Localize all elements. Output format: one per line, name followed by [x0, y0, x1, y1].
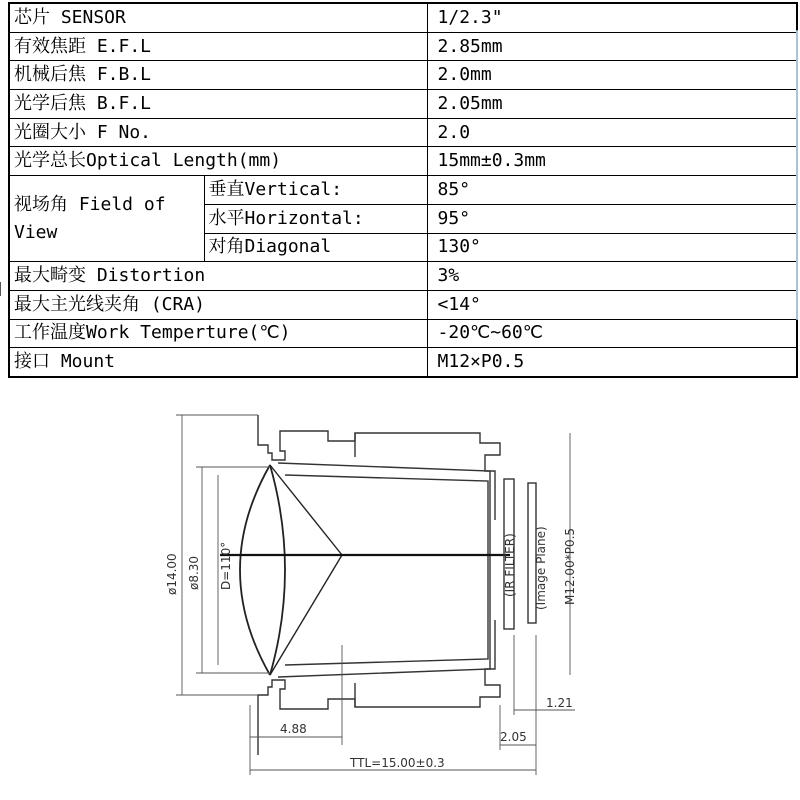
- spec-value: 3%: [427, 262, 797, 291]
- spec-value: <14°: [427, 290, 797, 319]
- fov-sub-label: 对角Diagonal: [204, 233, 427, 262]
- outer-diameter-label: ø14.00: [165, 553, 179, 595]
- lens-dimension-drawing: [150, 405, 600, 785]
- spec-row-bfl: [9, 90, 797, 119]
- field-of-view-lines: [270, 465, 342, 675]
- spec-row-optical-length: [9, 147, 797, 176]
- mount-thread-label: M12.00*P0.5: [563, 527, 577, 605]
- back-focus-label: 2.05: [500, 730, 527, 744]
- front-lens-element: [240, 465, 285, 675]
- ttl-label: TTL=15.00±0.3: [350, 756, 445, 770]
- spec-value: 2.0: [427, 118, 797, 147]
- spec-row-fov-vertical: [9, 176, 797, 205]
- flange-dimension-label: 1.21: [546, 696, 573, 710]
- spec-value: 2.05mm: [427, 90, 797, 119]
- edge-mark-decoration: [0, 282, 4, 296]
- inner-diameter-label: ø8.30: [187, 555, 201, 590]
- lens-housing-outline: [258, 415, 500, 755]
- spec-value: 15mm±0.3mm: [427, 147, 797, 176]
- spec-row-cra: [9, 290, 797, 319]
- spec-label: 光圈大小 F No.: [9, 118, 427, 147]
- spec-label: 工作温度Work Temperture(℃): [9, 319, 427, 348]
- spec-row-sensor: [9, 3, 797, 32]
- spec-value: 2.0mm: [427, 61, 797, 90]
- spec-value: 85°: [427, 176, 797, 205]
- spec-label: 接口 Mount: [9, 348, 427, 377]
- spec-row-efl: [9, 32, 797, 61]
- image-plane-label: (Image Plane): [534, 526, 548, 610]
- spec-row-fbl: [9, 61, 797, 90]
- frame-border-decoration: [796, 30, 798, 320]
- spec-label: 光学后焦 B.F.L: [9, 90, 427, 119]
- spec-value: -20℃~60℃: [427, 319, 797, 348]
- spec-value: 130°: [427, 233, 797, 262]
- spec-row-mount: [9, 348, 797, 377]
- spec-value: M12×P0.5: [427, 348, 797, 377]
- spec-label: 最大主光线夹角 (CRA): [9, 290, 427, 319]
- spec-label: 机械后焦 F.B.L: [9, 61, 427, 90]
- front-dimension-label: 4.88: [280, 722, 307, 736]
- fov-sub-label: 水平Horizontal:: [204, 204, 427, 233]
- spec-label: 芯片 SENSOR: [9, 3, 427, 32]
- spec-label: 光学总长Optical Length(mm): [9, 147, 427, 176]
- spec-value: 1/2.3": [427, 3, 797, 32]
- spec-label: 最大畸变 Distortion: [9, 262, 427, 291]
- spec-row-distortion: [9, 262, 797, 291]
- spec-label: 有效焦距 E.F.L: [9, 32, 427, 61]
- fov-group-label: 视场角 Field of View: [9, 176, 204, 262]
- lens-spec-table: [8, 2, 798, 378]
- spec-value: 95°: [427, 204, 797, 233]
- spec-value: 2.85mm: [427, 32, 797, 61]
- fov-sub-label: 垂直Vertical:: [204, 176, 427, 205]
- fov-angle-label: D=110°: [219, 541, 233, 590]
- spec-row-temperature: [9, 319, 797, 348]
- spec-row-fno: [9, 118, 797, 147]
- ir-filter-label: (IR FILTER): [503, 533, 517, 597]
